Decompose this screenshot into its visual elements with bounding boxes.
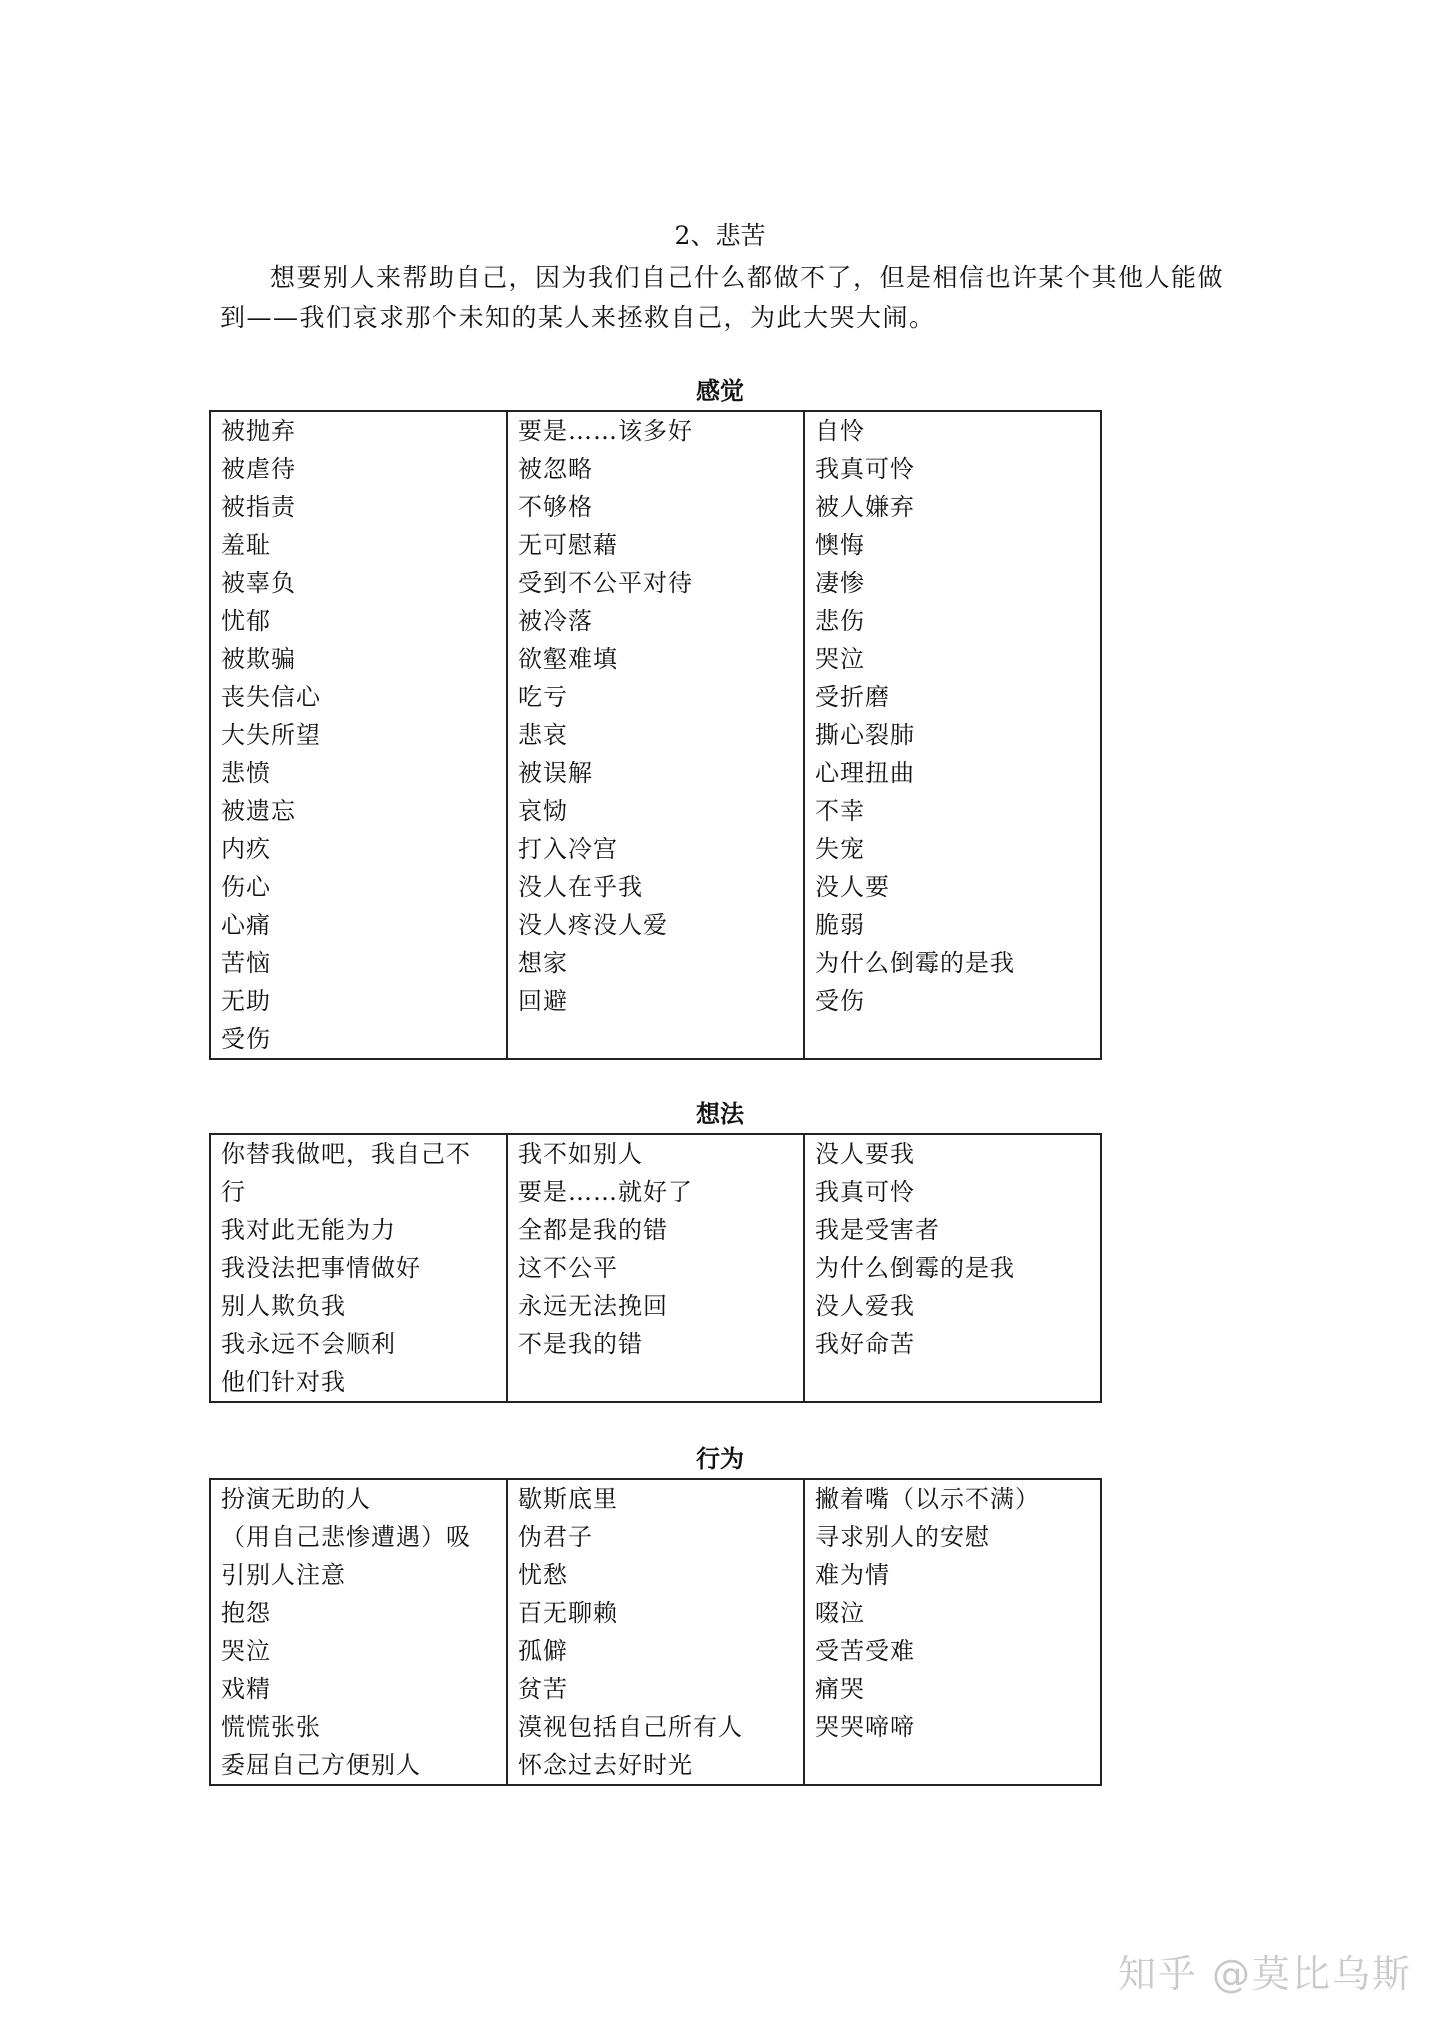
thoughts-col-3: [804, 1134, 1101, 1402]
list-item: 伪君子: [518, 1523, 593, 1551]
list-item: 心痛: [221, 911, 271, 939]
list-item: 撕心裂肺: [815, 721, 915, 749]
table-row: [210, 411, 1101, 1059]
list-item: 忧郁: [221, 607, 271, 635]
behaviors-col-3: [804, 1479, 1101, 1785]
list-item: 没人要: [815, 873, 890, 901]
list-item: 我没法把事情做好: [221, 1254, 421, 1282]
list-item: 永远无法挽回: [518, 1292, 668, 1320]
list-item: 回避: [518, 987, 568, 1015]
list-item: 漠视包括自己所有人: [518, 1713, 743, 1741]
feelings-table: [209, 410, 1102, 1060]
list-item: 无助: [221, 987, 271, 1015]
list-item: 被误解: [518, 759, 593, 787]
list-item: 慌慌张张: [221, 1713, 321, 1741]
list-item: 委屈自己方便别人: [221, 1751, 421, 1779]
list-item: 扮演无助的人: [221, 1485, 371, 1513]
list-item: 悲伤: [815, 607, 865, 635]
list-item: 打入冷宫: [518, 835, 618, 863]
list-item: 要是……就好了: [518, 1178, 693, 1206]
list-item: 撇着嘴（以示不满）: [815, 1485, 1040, 1513]
list-item: 被欺骗: [221, 645, 296, 673]
thoughts-table: [209, 1133, 1102, 1403]
list-item: 没人爱我: [815, 1292, 915, 1320]
section-heading: 2、悲苦: [674, 221, 766, 250]
list-item: 这不公平: [518, 1254, 618, 1282]
list-item: 受伤: [221, 1025, 271, 1053]
list-item: 想家: [518, 949, 568, 977]
list-item: 为什么倒霉的是我: [815, 1254, 1015, 1282]
list-item: 被抛弃: [221, 417, 296, 445]
list-item: 不够格: [518, 493, 593, 521]
list-item: 欲壑难填: [518, 645, 618, 673]
list-item: 丧失信心: [221, 683, 321, 711]
list-item: 哭泣: [221, 1637, 271, 1665]
list-item: 我是受害者: [815, 1216, 940, 1244]
list-item: 引别人注意: [221, 1561, 346, 1589]
list-item: 不幸: [815, 797, 865, 825]
list-item: 被指责: [221, 493, 296, 521]
list-item: 寻求别人的安慰: [815, 1523, 990, 1551]
list-item: 孤僻: [518, 1637, 568, 1665]
list-item: 怀念过去好时光: [518, 1751, 693, 1779]
list-item: 受苦受难: [815, 1637, 915, 1665]
table-row: [210, 1479, 1101, 1785]
list-item: 被人嫌弃: [815, 493, 915, 521]
list-item: 行: [221, 1178, 246, 1206]
list-item: 抱怨: [221, 1599, 271, 1627]
list-item: 他们针对我: [221, 1368, 346, 1396]
list-item: 悲哀: [518, 721, 568, 749]
list-item: （用自己悲惨遭遇）吸: [221, 1523, 471, 1551]
feelings-col-3: [804, 411, 1101, 1059]
list-item: 我对此无能为力: [221, 1216, 396, 1244]
list-item: 哀恸: [518, 797, 568, 825]
list-item: 我好命苦: [815, 1330, 915, 1358]
list-item: 为什么倒霉的是我: [815, 949, 1015, 977]
watermark: 知乎 @莫比乌斯: [1117, 1952, 1412, 1996]
list-item: 内疚: [221, 835, 271, 863]
list-item: 要是……该多好: [518, 417, 693, 445]
list-item: 悲愤: [221, 759, 271, 787]
list-item: 无可慰藉: [518, 531, 618, 559]
list-item: 你替我做吧，我自己不: [221, 1140, 471, 1168]
list-item: 被遗忘: [221, 797, 296, 825]
list-item: 羞耻: [221, 531, 271, 559]
list-item: 没人疼没人爱: [518, 911, 668, 939]
list-item: 受到不公平对待: [518, 569, 693, 597]
list-item: 歇斯底里: [518, 1485, 618, 1513]
feelings-col-2: [507, 411, 804, 1059]
list-item: 忧愁: [518, 1561, 568, 1589]
list-item: 没人在乎我: [518, 873, 643, 901]
list-item: 没人要我: [815, 1140, 915, 1168]
list-item: 哭哭啼啼: [815, 1713, 915, 1741]
list-item: 被冷落: [518, 607, 593, 635]
feelings-col-1: [210, 411, 507, 1059]
list-item: 受折磨: [815, 683, 890, 711]
intro-paragraph: 想要别人来帮助自己，因为我们自己什么都做不了，但是相信也许某个其他人能做到——我们哀求那个未知的某人来拯救自己，为此大哭大闹。: [220, 263, 1225, 332]
list-item: 被虐待: [221, 455, 296, 483]
list-item: 自怜: [815, 417, 865, 445]
list-item: 失宠: [815, 835, 865, 863]
list-item: 懊悔: [815, 531, 865, 559]
list-item: 吃亏: [518, 683, 568, 711]
section-title-feelings: 感觉: [696, 376, 744, 405]
behaviors-table: [209, 1478, 1102, 1786]
list-item: 全都是我的错: [518, 1216, 668, 1244]
list-item: 大失所望: [221, 721, 321, 749]
thoughts-col-1: [210, 1134, 507, 1402]
list-item: 贫苦: [518, 1675, 568, 1703]
list-item: 戏精: [221, 1675, 271, 1703]
list-item: 凄惨: [815, 569, 865, 597]
list-item: 心理扭曲: [815, 759, 915, 787]
list-item: 我不如别人: [518, 1140, 643, 1168]
list-item: 被忽略: [518, 455, 593, 483]
list-item: 被辜负: [221, 569, 296, 597]
list-item: 不是我的错: [518, 1330, 643, 1358]
list-item: 别人欺负我: [221, 1292, 346, 1320]
list-item: 我真可怜: [815, 1178, 915, 1206]
list-item: 我永远不会顺利: [221, 1330, 396, 1358]
list-item: 伤心: [221, 873, 271, 901]
list-item: 苦恼: [221, 949, 271, 977]
behaviors-col-1: [210, 1479, 507, 1785]
list-item: 哭泣: [815, 645, 865, 673]
section-title-behaviors: 行为: [696, 1444, 744, 1473]
thoughts-col-2: [507, 1134, 804, 1402]
list-item: 受伤: [815, 987, 865, 1015]
list-item: 难为情: [815, 1561, 890, 1589]
section-title-thoughts: 想法: [696, 1099, 744, 1128]
list-item: 百无聊赖: [518, 1599, 618, 1627]
list-item: 我真可怜: [815, 455, 915, 483]
list-item: 啜泣: [815, 1599, 865, 1627]
table-row: [210, 1134, 1101, 1402]
list-item: 痛哭: [815, 1675, 865, 1703]
behaviors-col-2: [507, 1479, 804, 1785]
list-item: 脆弱: [815, 911, 865, 939]
